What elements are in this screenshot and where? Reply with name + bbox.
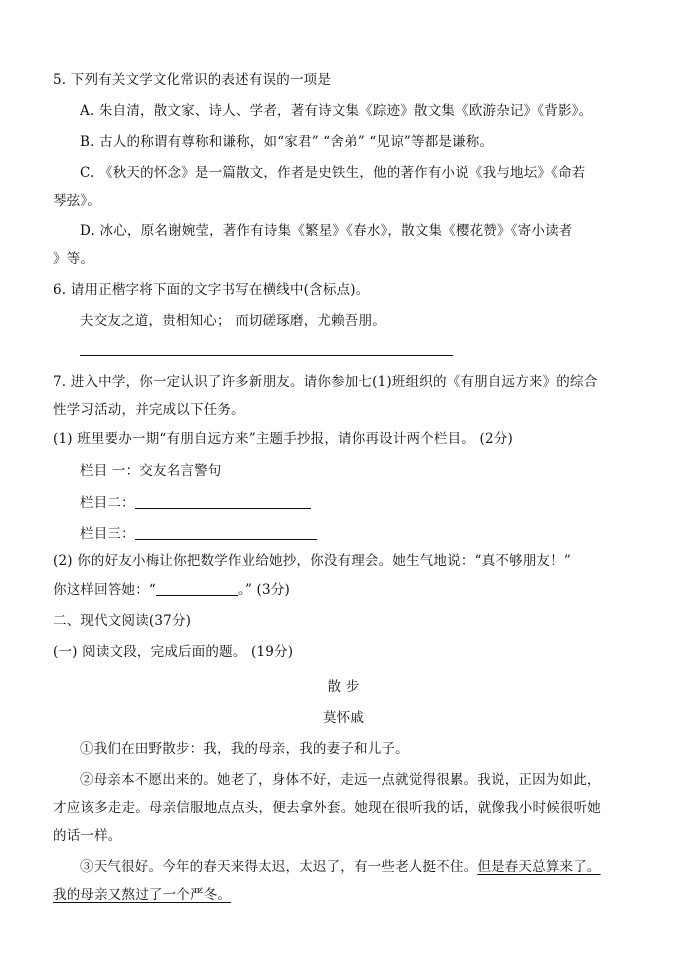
q5-option-c-line2: 琴弦》。 xyxy=(53,193,102,209)
q6-answer-line xyxy=(80,355,453,356)
q7-part1: (1) 班里要办一期“有朋自远方来”主题手抄报，请你再设计两个栏目。 (2分) xyxy=(53,431,513,447)
essay-paragraph3-text: ③天气很好。今年的春天来得太迟，太迟了，有一些老人挺不住。 xyxy=(80,859,478,875)
q7-part2-line1: (2) 你的好友小梅让你把数学作业给她抄，你没有理会。她生气地说：“真不够朋友！” xyxy=(53,553,571,569)
q6-text: 夫交友之道，贵相知心； 而切磋琢磨，尤赖吾朋。 xyxy=(80,313,386,329)
essay-paragraph2-line3: 的话一样。 xyxy=(53,828,122,844)
q7-stem-line1: 7. 进入中学，你一定认识了许多新朋友。请你参加七(1)班组织的《有朋自远方来》的综合 xyxy=(53,374,598,390)
essay-author: 莫怀戚 xyxy=(322,710,365,726)
q7-part2-prompt: 你这样回答她：“ xyxy=(53,582,157,598)
q7-column3-blank xyxy=(135,527,317,540)
q7-part2-line2 xyxy=(53,583,290,598)
essay-paragraph2-line2: 才应该多走走。母亲信服地点点头，便去拿外套。她现在很听我的话，就像我小时候很听她 xyxy=(53,800,601,816)
q7-part2-end: 。” (3分) xyxy=(238,582,290,598)
q5-stem: 5. 下列有关文学文化常识的表述有误的一项是 xyxy=(53,72,332,88)
q6-stem: 6. 请用正楷字将下面的文字书写在横线中(含标点)。 xyxy=(53,282,370,298)
essay-title: 散 步 xyxy=(327,679,360,695)
essay-paragraph2-line1: ②母亲本不愿出来的。她老了，身体不好，走远一点就觉得很累。我说，正因为如此， xyxy=(80,772,601,788)
q7-part2-blank xyxy=(156,583,238,596)
section2-title: 二、现代文阅读(37分) xyxy=(53,613,192,629)
essay-paragraph3-line1 xyxy=(80,861,601,875)
q5-option-c-line1: C. 《秋天的怀念》是一篇散文，作者是史铁生，他的著作有小说《我与地坛》《命若 xyxy=(80,165,586,181)
q7-column2 xyxy=(80,496,311,511)
q7-column1: 栏目 一：交友名言警句 xyxy=(80,463,222,479)
q7-stem-line2: 性学习活动，并完成以下任务。 xyxy=(53,402,245,418)
q7-column2-label: 栏目二： xyxy=(80,495,135,511)
essay-underlined-sentence: 但是春天总算来了。 xyxy=(477,859,601,875)
q5-option-a: A. 朱自清，散文家、诗人、学者，著有诗文集《踪迹》散文集《欧游杂记》《背影》。 xyxy=(80,103,593,119)
q7-column2-blank xyxy=(135,496,311,509)
essay-paragraph1: ①我们在田野散步：我，我的母亲，我的妻子和儿子。 xyxy=(80,741,409,757)
q7-column3 xyxy=(80,527,317,542)
q5-option-d-line1: D. 冰心，原名谢婉莹，著作有诗集《繁星》《春水》，散文集《樱花赞》《寄小读者 xyxy=(80,223,573,239)
essay-paragraph3-line2: 我的母亲又熬过了一个严冬。 xyxy=(53,887,232,903)
q5-option-b: B. 古人的称谓有尊称和谦称，如“家君” “舍弟” “见谅”等都是谦称。 xyxy=(80,134,494,150)
section2-subtitle: (一) 阅读文段，完成后面的题。 (19分) xyxy=(53,644,294,660)
q5-option-d-line2: 》等。 xyxy=(53,251,95,267)
q7-column3-label: 栏目三： xyxy=(80,526,135,542)
